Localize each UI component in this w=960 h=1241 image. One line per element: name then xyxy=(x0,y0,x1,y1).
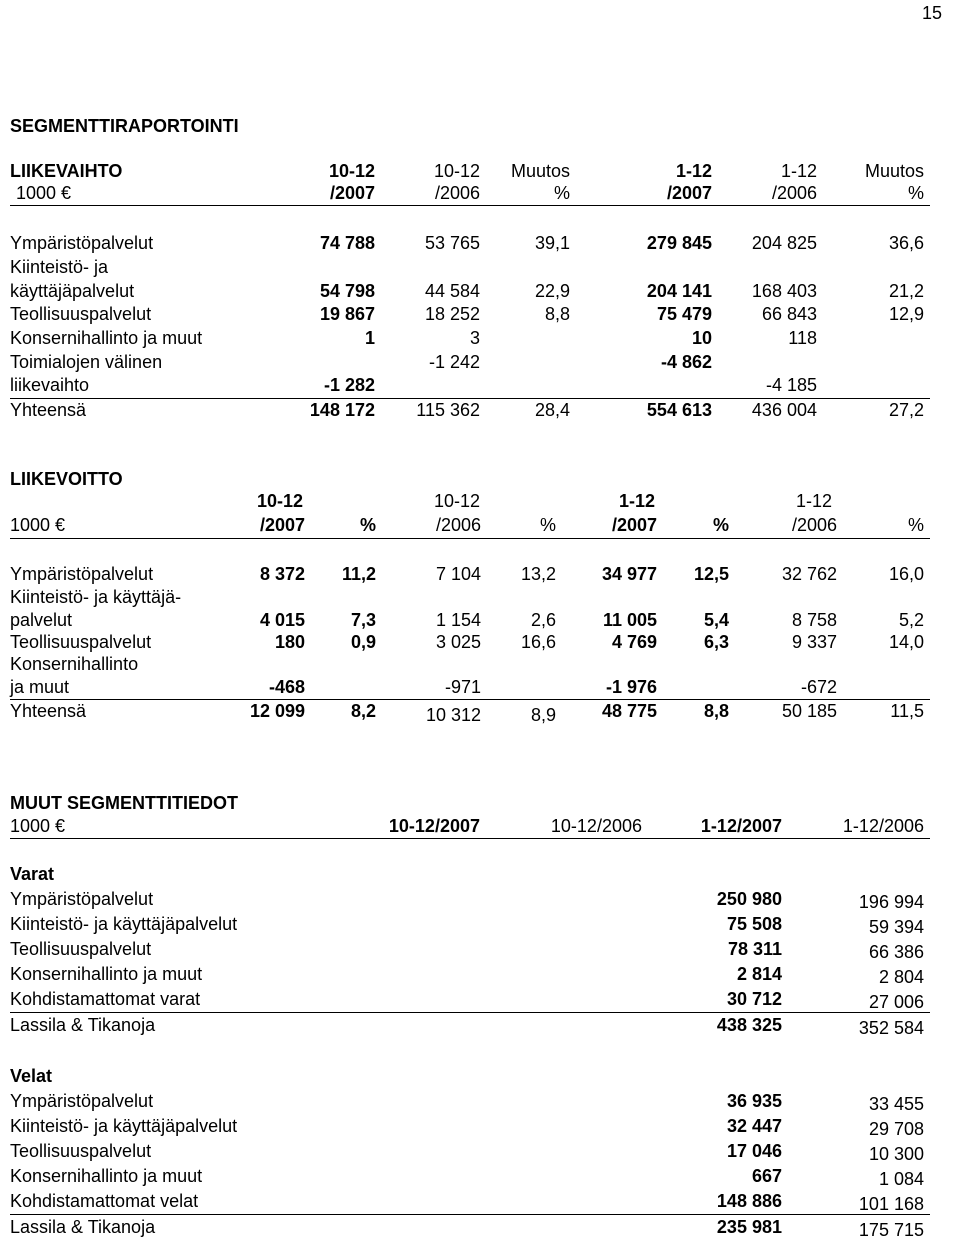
liikevaihto-cell: 279 845 xyxy=(646,233,712,253)
liikevaihto-row-label: liikevaihto xyxy=(10,375,90,395)
liikevaihto-cell: 436 004 xyxy=(751,400,817,420)
liikevaihto-cell: 10 xyxy=(691,328,712,348)
liikevoitto-cell: 34 977 xyxy=(601,564,657,584)
page-number: 15 xyxy=(921,3,942,23)
velat-row-label: Kohdistamattomat velat xyxy=(10,1191,199,1211)
liikevoitto-cell: 0,9 xyxy=(350,632,376,652)
liikevoitto-header-line1: 1-12 xyxy=(795,491,833,511)
liikevoitto-cell: 1 154 xyxy=(435,610,481,630)
liikevoitto-header-line2: % xyxy=(712,515,729,535)
liikevoitto-cell: 10 312 xyxy=(425,705,481,725)
liikevaihto-header-line2: % xyxy=(907,183,924,203)
liikevaihto-cell: -4 862 xyxy=(660,352,712,372)
liikevaihto-cell: -1 282 xyxy=(323,375,375,395)
liikevoitto-cell: 12 099 xyxy=(249,701,305,721)
liikevoitto-cell: 5,2 xyxy=(898,610,924,630)
liikevoitto-header-line2: /2006 xyxy=(791,515,837,535)
liikevaihto-header-divider xyxy=(10,205,930,206)
liikevoitto-row-label: Yhteensä xyxy=(10,701,87,721)
velat-row-label: Teollisuuspalvelut xyxy=(10,1141,152,1161)
velat-row-label: Konsernihallinto ja muut xyxy=(10,1166,203,1186)
liikevaihto-header-line1: 10-12 xyxy=(433,161,480,181)
varat-row-label: Kiinteistö- ja käyttäjäpalvelut xyxy=(10,914,238,934)
velat-value-2006: 29 708 xyxy=(868,1119,924,1139)
liikevoitto-cell: 7 104 xyxy=(435,564,481,584)
liikevaihto-cell: 74 788 xyxy=(319,233,375,253)
liikevoitto-cell: 8,8 xyxy=(703,701,729,721)
liikevaihto-unit: 1000 € xyxy=(16,183,72,203)
liikevoitto-header-line1: 10-12 xyxy=(433,491,481,511)
liikevaihto-header-line2: /2006 xyxy=(434,183,480,203)
liikevoitto-cell: 8 372 xyxy=(259,564,305,584)
varat-value-2006: 59 394 xyxy=(868,917,924,937)
velat-value-2006: 33 455 xyxy=(868,1094,924,1114)
velat-row-label: Lassila & Tikanoja xyxy=(10,1217,156,1237)
liikevoitto-cell: 6,3 xyxy=(703,632,729,652)
liikevoitto-cell: 13,2 xyxy=(520,564,556,584)
velat-row-label: Kiinteistö- ja käyttäjäpalvelut xyxy=(10,1116,238,1136)
liikevaihto-header-line1: 1-12 xyxy=(675,161,712,181)
muut-column-header: 1-12/2006 xyxy=(842,816,924,836)
liikevoitto-cell: 4 015 xyxy=(259,610,305,630)
velat-title: Velat xyxy=(10,1066,53,1086)
liikevaihto-row-label: Kiinteistö- ja xyxy=(10,257,109,277)
liikevoitto-cell: 11 005 xyxy=(602,610,657,630)
liikevoitto-unit: 1000 € xyxy=(10,515,66,535)
liikevaihto-row-label: Toimialojen välinen xyxy=(10,352,163,372)
velat-value-2007: 32 447 xyxy=(726,1116,782,1136)
liikevaihto-header-line1: Muutos xyxy=(864,161,924,181)
liikevaihto-cell: 204 141 xyxy=(646,281,712,301)
velat-total-divider xyxy=(10,1214,930,1215)
liikevoitto-header-line1: 10-12 xyxy=(256,491,304,511)
liikevoitto-cell: 8,9 xyxy=(530,705,556,725)
liikevaihto-cell: 118 xyxy=(788,328,817,348)
liikevaihto-cell: 12,9 xyxy=(888,304,924,324)
liikevaihto-header-line1: Muutos xyxy=(510,161,570,181)
varat-title: Varat xyxy=(10,864,55,884)
muut-column-header: 10-12/2007 xyxy=(388,816,480,836)
varat-total-divider xyxy=(10,1012,930,1013)
liikevoitto-cell: 5,4 xyxy=(703,610,729,630)
liikevaihto-header-line2: /2007 xyxy=(666,183,712,203)
liikevoitto-cell: -672 xyxy=(800,677,837,697)
liikevoitto-cell: 14,0 xyxy=(888,632,924,652)
liikevoitto-total-divider xyxy=(10,699,930,700)
liikevaihto-title: LIIKEVAIHTO xyxy=(10,161,123,181)
varat-value-2007: 438 325 xyxy=(716,1015,782,1035)
velat-value-2006: 175 715 xyxy=(858,1220,924,1240)
liikevaihto-cell: 44 584 xyxy=(424,281,480,301)
liikevaihto-header-line1: 10-12 xyxy=(328,161,375,181)
velat-value-2007: 148 886 xyxy=(716,1191,782,1211)
liikevaihto-cell: 54 798 xyxy=(319,281,375,301)
liikevaihto-cell: 53 765 xyxy=(424,233,480,253)
liikevoitto-header-line1: 1-12 xyxy=(618,491,656,511)
liikevaihto-cell: 204 825 xyxy=(751,233,817,253)
liikevaihto-cell: 1 xyxy=(364,328,375,348)
muut-header-divider xyxy=(10,838,930,839)
liikevaihto-cell: 28,4 xyxy=(534,400,570,420)
liikevoitto-cell: 50 185 xyxy=(781,701,837,721)
liikevoitto-cell: -971 xyxy=(444,677,481,697)
liikevoitto-header-divider xyxy=(10,538,930,539)
varat-row-label: Ympäristöpalvelut xyxy=(10,889,154,909)
velat-row-label: Ympäristöpalvelut xyxy=(10,1091,154,1111)
liikevoitto-title: LIIKEVOITTO xyxy=(10,469,123,489)
liikevaihto-cell: 3 xyxy=(469,328,480,348)
velat-value-2007: 235 981 xyxy=(716,1217,782,1237)
velat-value-2007: 667 xyxy=(751,1166,782,1186)
varat-row-label: Kohdistamattomat varat xyxy=(10,989,201,1009)
liikevaihto-header-line1: 1-12 xyxy=(780,161,817,181)
varat-value-2007: 30 712 xyxy=(726,989,782,1009)
liikevaihto-header-line2: % xyxy=(553,183,570,203)
liikevaihto-row-label: käyttäjäpalvelut xyxy=(10,281,135,301)
liikevaihto-cell: 168 403 xyxy=(751,281,817,301)
muut-unit: 1000 € xyxy=(10,816,66,836)
muut-column-header: 1-12/2007 xyxy=(700,816,782,836)
varat-row-label: Konsernihallinto ja muut xyxy=(10,964,203,984)
liikevoitto-header-line2: % xyxy=(539,515,556,535)
liikevaihto-cell: 39,1 xyxy=(534,233,570,253)
liikevaihto-cell: 554 613 xyxy=(646,400,712,420)
liikevoitto-cell: 3 025 xyxy=(435,632,481,652)
velat-value-2006: 1 084 xyxy=(878,1169,924,1189)
liikevaihto-header-line2: /2006 xyxy=(771,183,817,203)
liikevoitto-cell: -468 xyxy=(268,677,305,697)
liikevoitto-cell: -1 976 xyxy=(605,677,657,697)
velat-value-2007: 36 935 xyxy=(726,1091,782,1111)
liikevaihto-cell: 22,9 xyxy=(534,281,570,301)
varat-value-2007: 75 508 xyxy=(726,914,782,934)
liikevaihto-cell: -1 242 xyxy=(428,352,480,372)
liikevaihto-cell: 27,2 xyxy=(888,400,924,420)
liikevaihto-cell: 36,6 xyxy=(888,233,924,253)
varat-value-2007: 78 311 xyxy=(727,939,782,959)
liikevaihto-header-line2: /2007 xyxy=(329,183,375,203)
liikevoitto-cell: 48 775 xyxy=(601,701,657,721)
liikevoitto-cell: 9 337 xyxy=(791,632,837,652)
liikevaihto-cell: 148 172 xyxy=(309,400,375,420)
liikevoitto-row-label: ja muut xyxy=(10,677,70,697)
liikevoitto-header-line2: /2007 xyxy=(259,515,305,535)
varat-value-2007: 250 980 xyxy=(716,889,782,909)
liikevoitto-cell: 32 762 xyxy=(781,564,837,584)
liikevoitto-cell: 11,5 xyxy=(890,701,924,721)
liikevaihto-cell: 75 479 xyxy=(656,304,712,324)
liikevoitto-cell: 16,6 xyxy=(520,632,556,652)
liikevoitto-row-label: Ympäristöpalvelut xyxy=(10,564,154,584)
liikevoitto-header-line2: /2007 xyxy=(611,515,657,535)
liikevoitto-cell: 2,6 xyxy=(530,610,556,630)
liikevoitto-cell: 180 xyxy=(274,632,305,652)
liikevaihto-row-label: Konsernihallinto ja muut xyxy=(10,328,203,348)
varat-value-2006: 352 584 xyxy=(858,1018,924,1038)
liikevoitto-cell: 11,2 xyxy=(341,564,376,584)
liikevaihto-cell: 8,8 xyxy=(544,304,570,324)
liikevaihto-cell: 66 843 xyxy=(761,304,817,324)
liikevaihto-row-label: Ympäristöpalvelut xyxy=(10,233,154,253)
varat-row-label: Lassila & Tikanoja xyxy=(10,1015,156,1035)
velat-value-2006: 101 168 xyxy=(858,1194,924,1214)
liikevaihto-cell: 19 867 xyxy=(319,304,375,324)
liikevoitto-header-line2: % xyxy=(359,515,376,535)
liikevoitto-cell: 8,2 xyxy=(350,701,376,721)
liikevoitto-row-label: Kiinteistö- ja käyttäjä- xyxy=(10,587,182,607)
liikevoitto-row-label: palvelut xyxy=(10,610,73,630)
varat-value-2006: 66 386 xyxy=(868,942,924,962)
liikevoitto-cell: 12,5 xyxy=(693,564,729,584)
velat-value-2006: 10 300 xyxy=(868,1144,924,1164)
liikevoitto-cell: 7,3 xyxy=(350,610,376,630)
liikevoitto-header-line2: /2006 xyxy=(435,515,481,535)
muut-title: MUUT SEGMENTTITIEDOT xyxy=(10,793,238,813)
varat-value-2006: 196 994 xyxy=(858,892,924,912)
liikevoitto-row-label: Teollisuuspalvelut xyxy=(10,632,152,652)
liikevaihto-cell: 18 252 xyxy=(424,304,480,324)
liikevaihto-cell: -4 185 xyxy=(765,375,817,395)
varat-value-2006: 27 006 xyxy=(868,992,924,1012)
liikevaihto-row-label: Yhteensä xyxy=(10,400,87,420)
liikevaihto-cell: 115 362 xyxy=(416,400,480,420)
velat-value-2007: 17 046 xyxy=(726,1141,782,1161)
muut-column-header: 10-12/2006 xyxy=(550,816,642,836)
liikevoitto-cell: 16,0 xyxy=(888,564,924,584)
liikevoitto-header-line2: % xyxy=(907,515,924,535)
report-title: SEGMENTTIRAPORTOINTI xyxy=(10,116,239,136)
liikevoitto-cell: 4 769 xyxy=(611,632,657,652)
varat-row-label: Teollisuuspalvelut xyxy=(10,939,152,959)
varat-value-2006: 2 804 xyxy=(878,967,924,987)
liikevoitto-cell: 8 758 xyxy=(791,610,837,630)
liikevaihto-row-label: Teollisuuspalvelut xyxy=(10,304,152,324)
liikevoitto-row-label: Konsernihallinto xyxy=(10,654,139,674)
varat-value-2007: 2 814 xyxy=(736,964,782,984)
liikevaihto-cell: 21,2 xyxy=(888,281,924,301)
liikevaihto-total-divider xyxy=(10,398,930,399)
